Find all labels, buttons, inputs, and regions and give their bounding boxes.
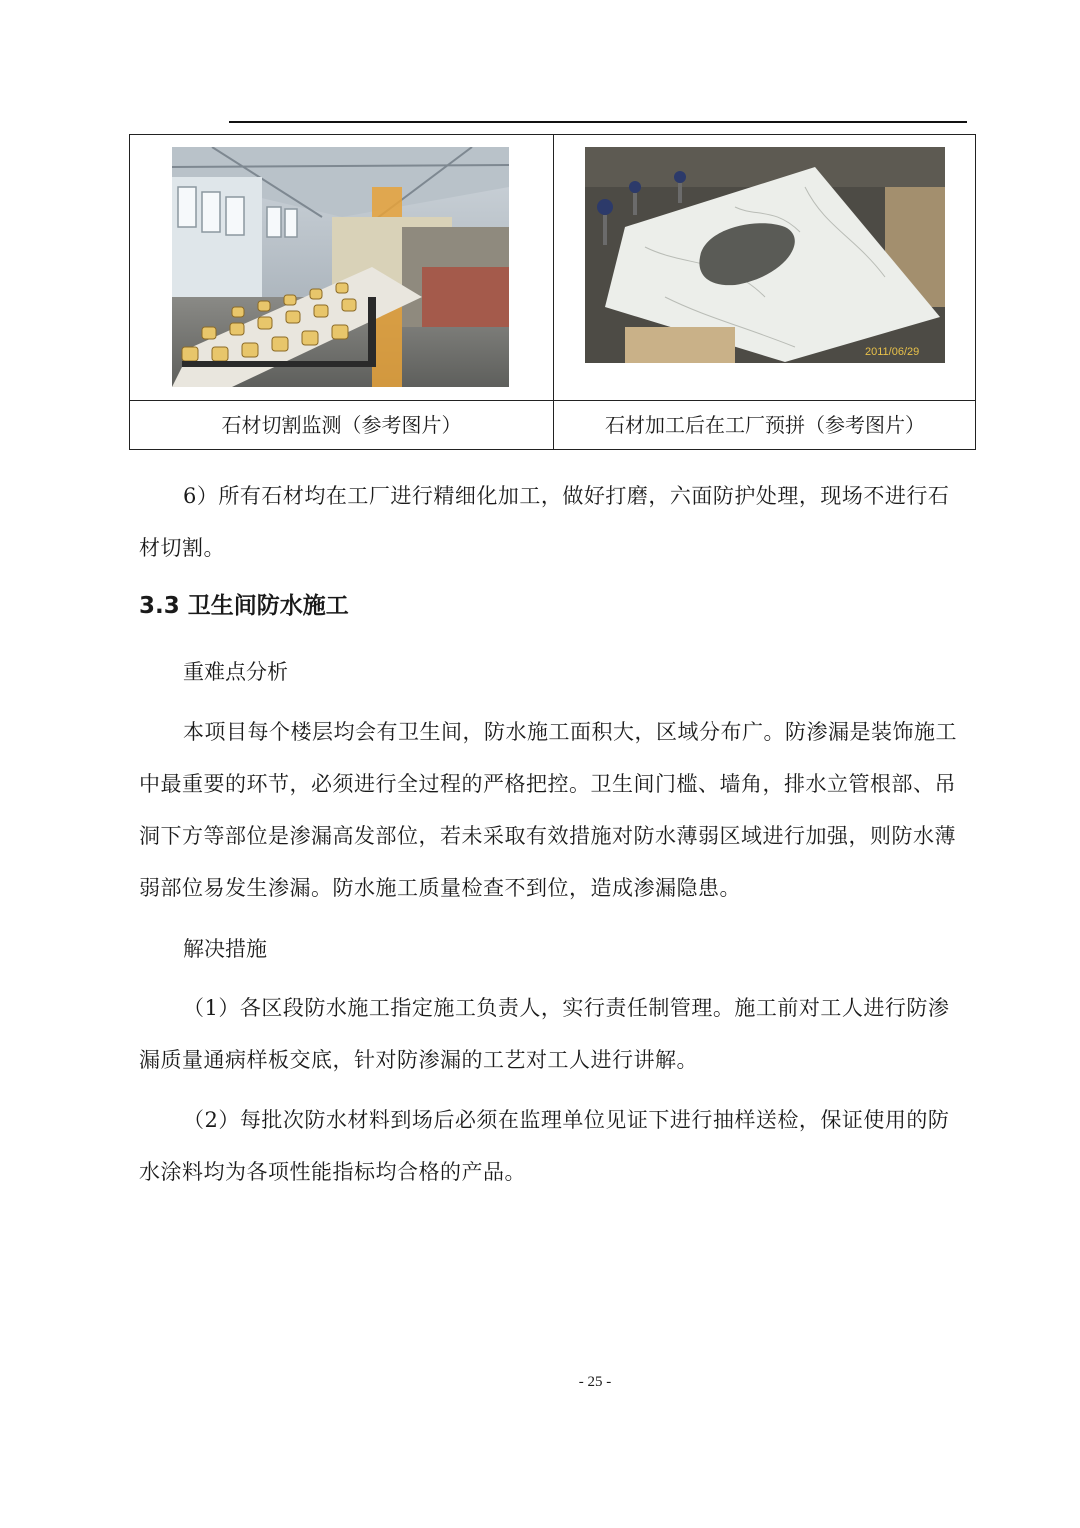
analysis-paragraph: 本项目每个楼层均会有卫生间，防水施工面积大，区域分布广。防渗漏是装饰施工中最重要的环节，必须进行全过程的严格把控。卫生间门槛、墙角，排水立管根部、吊洞下方等部位是渗漏高发部位，若未采取有效措施对防水薄弱区域进行加强，则防水薄弱部位易发生渗漏。防水施工质量检查不到位，造成渗漏隐患。	[139, 720, 957, 900]
solution-label: 解决措施	[183, 937, 267, 961]
factory-preassembly-photo	[585, 147, 945, 363]
factory-preassembly-illustration	[585, 147, 945, 363]
caption-factory-preassembly: 石材加工后在工厂预拼（参考图片）	[605, 413, 925, 437]
analysis-label: 重难点分析	[183, 660, 288, 684]
header-rule	[229, 121, 967, 123]
photo-table	[129, 134, 976, 450]
caption-stone-cutting: 石材切割监测（参考图片）	[221, 413, 462, 437]
section-heading: 3.3 卫生间防水施工	[139, 593, 349, 619]
photo-datestamp: 2011/06/29	[865, 346, 920, 358]
measure-1-paragraph: （1）各区段防水施工指定施工负责人，实行责任制管理。施工前对工人进行防渗漏质量通病样板交底，针对防渗漏的工艺对工人进行讲解。	[139, 996, 950, 1072]
item-6-paragraph: 6）所有石材均在工厂进行精细化加工，做好打磨，六面防护处理，现场不进行石材切割。	[139, 484, 950, 560]
stone-cutting-photo	[172, 147, 509, 387]
measure-2-paragraph: （2）每批次防水材料到场后必须在监理单位见证下进行抽样送检，保证使用的防水涂料均为各项性能指标均合格的产品。	[139, 1108, 950, 1184]
stone-cutting-illustration	[172, 147, 509, 387]
page-number: - 25 -	[578, 1374, 612, 1390]
